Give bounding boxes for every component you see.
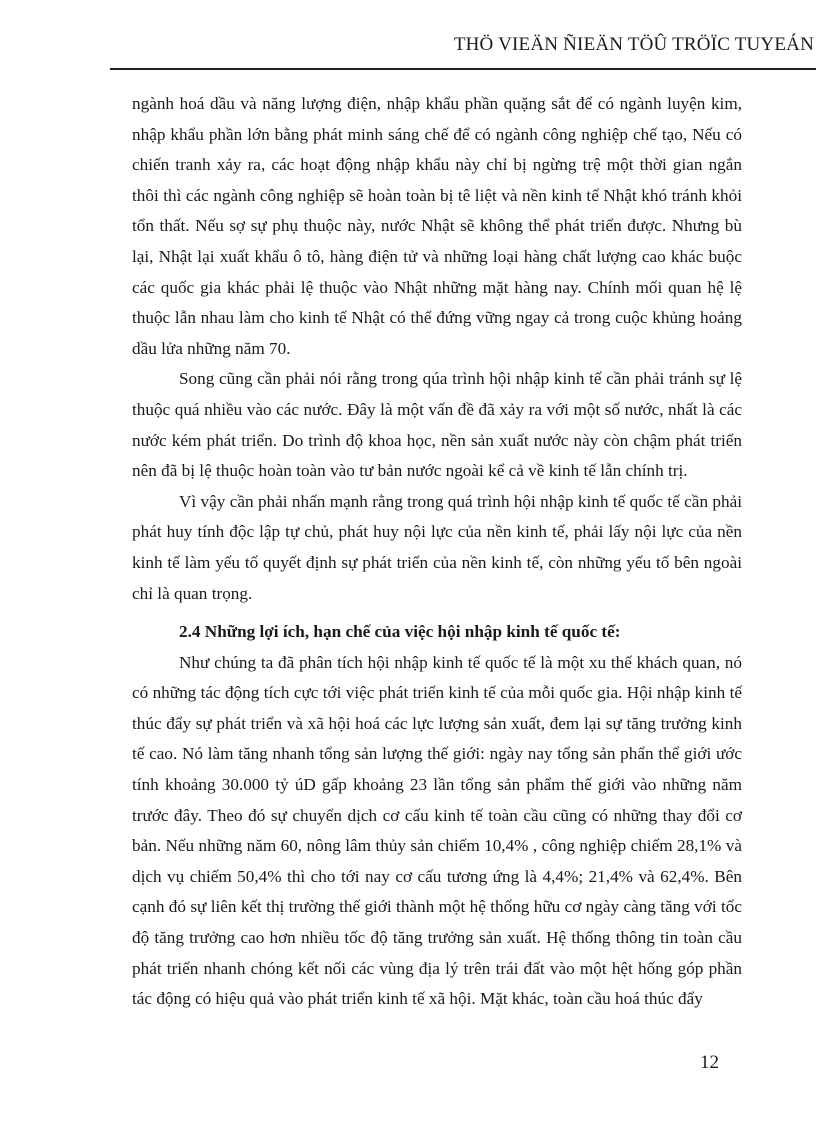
paragraph-japan-dependence: ngành hoá dầu và năng lượng điện, nhập khẩu phần quặng sắt để có ngành luyện kim, nhập khẩu phần lớn bằng phát minh sáng chế để có ngành công nghiệp chế tạo, Nếu có chiến tranh xảy ra, các hoạt động nhập khẩu này chỉ bị ngừng trệ một thời gian ngắn thôi thì các ngành công nghiệp sẽ hoàn toàn bị tê liệt và nền kinh tế Nhật khó tránh khỏi tổn thất. Nếu sợ sự phụ thuộc này, nước Nhật sẽ không thể phát triển được. Nhưng bù lại, Nhật lại xuất khẩu ô tô, hàng điện tử và những loại hàng chất lượng cao khác buộc các quốc gia khác phải lệ thuộc vào Nhật những mặt hàng nay. Chính mối quan hệ lệ thuộc lẫn nhau làm cho kinh tế Nhật có thể đứng vững ngay cả trong cuộc khủng hoảng dầu lửa những năm 70. bbox=[132, 94, 742, 358]
paragraph-self-reliance: Vì vậy cần phải nhấn mạnh rằng trong quá trình hội nhập kinh tế quốc tế cần phải phát huy tính độc lập tự chủ, phát huy nội lực của nền kinh tế, phải lấy nội lực của nền kinh tế làm yếu tố quyết định sự phát triển của nền kinh tế, còn những yếu tố bên ngoài chỉ là quan trọng. bbox=[132, 491, 742, 603]
paragraph-avoid-dependence: Song cũng cần phải nói rằng trong qúa trình hội nhập kinh tế cần phải tránh sự lệ thuộc quá nhiều vào các nước. Đây là một vấn đề đã xảy ra với một số nước, nhất là các nước kém phát triển. Do trình độ khoa học, nền sản xuất nước này còn chậm phát triển nên đã bị lệ thuộc hoàn toàn vào tư bản nước ngoài kể cả về kinh tế lẫn chính trị. bbox=[132, 369, 742, 481]
running-header: THÖ VIEÄN ÑIEÄN TÖÛ TRÖÏC TUYEÁN bbox=[453, 34, 814, 55]
page-number: 12 bbox=[700, 1052, 719, 1073]
page-body bbox=[132, 89, 742, 1015]
section-heading: 2.4 Những lợi ích, hạn chế của việc hội nhập kinh tế quốc tế: bbox=[179, 622, 621, 642]
paragraph-benefits: Như chúng ta đã phân tích hội nhập kinh tế quốc tế là một xu thế khách quan, nó có những tác động tích cực tới việc phát triển kinh tế của mỗi quốc gia. Hội nhập kinh tế thúc đẩy sự phát triển và xã hội hoá các lực lượng sản xuất, đem lại sự tăng trưởng kinh tế cao. Nó làm tăng nhanh tổng sản lượng thế giới: ngày nay tổng sản phẩn thể giới ước tính khoảng 30.000 tỷ úD gấp khoảng 23 lần tổng sản phẩm thế giới vào những năm trước đây. Theo đó sự chuyển dịch cơ cấu kinh tế toàn cầu cũng có những thay đổi cơ bản. Nếu những năm 60, nông lâm thủy sản chiếm 10,4% , công nghiệp chiếm 28,1% và dịch vụ chiếm 50,4% thì cho tới nay cơ cấu tương ứng là 4,4%; 21,4% và 62,4%. Bên cạnh đó sự liên kết thị trường thế giới thành một hệ thống hữu cơ ngày càng tăng với tốc độ tăng trưởng cao hơn nhiều tốc độ tăng trưởng sản xuất. Hệ thống thông tin toàn cầu phát triển nhanh chóng kết nối các vùng địa lý trên trái đất vào một hệt hống góp phần tác động có hiệu quả vào phát triển kinh tế xã hội. Mặt khác, toàn cầu hoá thúc đẩy bbox=[132, 652, 742, 1009]
header-rule bbox=[110, 68, 816, 70]
